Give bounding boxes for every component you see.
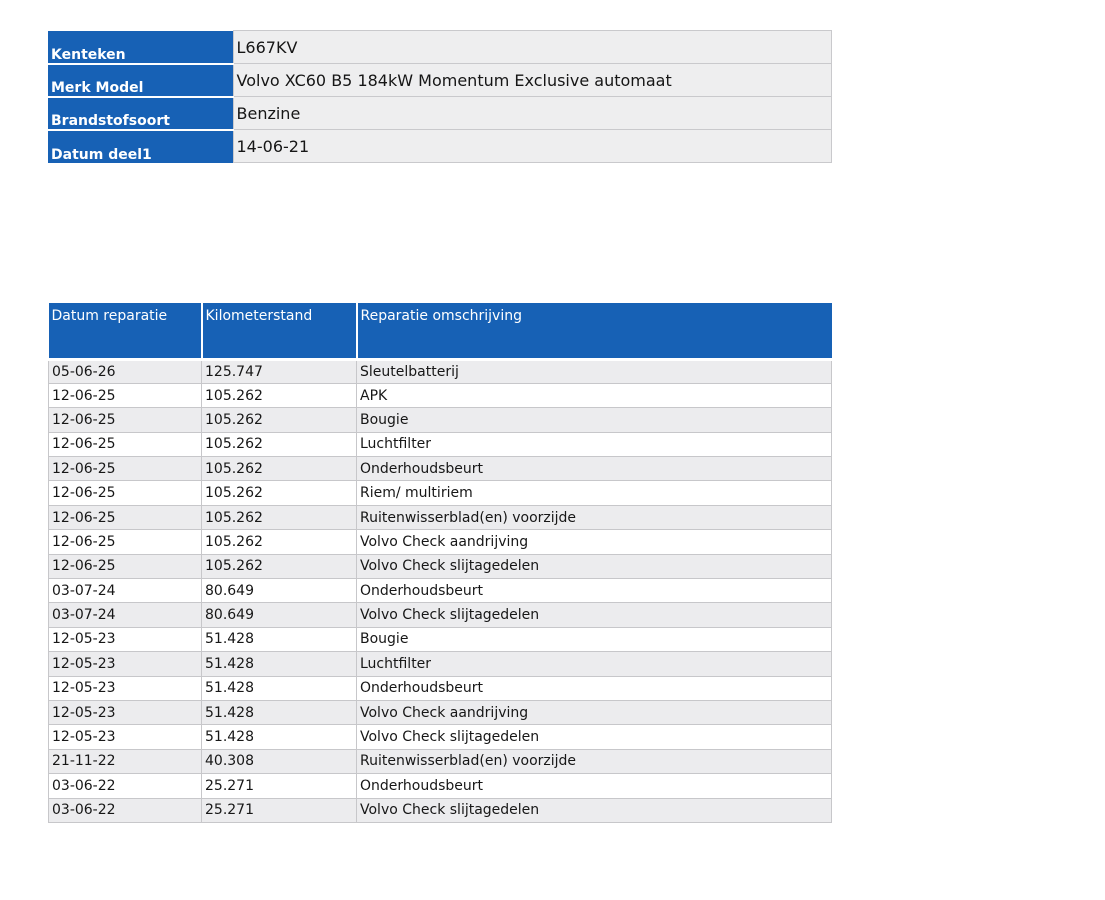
mileage-cell: 51.428 <box>202 627 357 651</box>
mileage-cell: 51.428 <box>202 676 357 700</box>
repair-description-cell: Sleutelbatterij <box>357 359 832 383</box>
repair-description-cell: Onderhoudsbeurt <box>357 457 832 481</box>
table-row <box>49 676 832 700</box>
registration-date-value: 14-06-21 <box>233 130 832 163</box>
table-row <box>49 774 832 798</box>
vehicle-info-row-date <box>48 130 832 163</box>
mileage-cell: 105.262 <box>202 505 357 529</box>
repair-description-cell: Volvo Check slijtagedelen <box>357 725 832 749</box>
make-model-value: Volvo XC60 B5 184kW Momentum Exclusive automaat <box>233 64 832 97</box>
repair-description-cell: Bougie <box>357 627 832 651</box>
fuel-type-value: Benzine <box>233 97 832 130</box>
repair-description-cell: Volvo Check slijtagedelen <box>357 798 832 822</box>
repair-header-row <box>49 303 832 359</box>
repair-date-cell: 12-05-23 <box>49 627 202 651</box>
mileage-cell: 105.262 <box>202 408 357 432</box>
repair-description-cell: Volvo Check aandrijving <box>357 530 832 554</box>
vehicle-info-row-model <box>48 64 832 97</box>
repair-description-cell: Ruitenwisserblad(en) voorzijde <box>357 505 832 529</box>
repair-date-cell: 03-06-22 <box>49 798 202 822</box>
repair-description-cell: APK <box>357 383 832 407</box>
table-row <box>49 481 832 505</box>
table-row <box>49 579 832 603</box>
repair-date-cell: 12-05-23 <box>49 725 202 749</box>
mileage-cell: 51.428 <box>202 652 357 676</box>
repair-history-table <box>48 303 832 823</box>
make-model-label: Merk Model <box>48 64 233 97</box>
table-row <box>49 383 832 407</box>
mileage-cell: 105.262 <box>202 530 357 554</box>
repair-date-cell: 12-05-23 <box>49 700 202 724</box>
fuel-type-label: Brandstofsoort <box>48 97 233 130</box>
repair-description-cell: Luchtfilter <box>357 432 832 456</box>
repair-description-cell: Volvo Check aandrijving <box>357 700 832 724</box>
column-header-description: Reparatie omschrijving <box>357 303 832 359</box>
table-row <box>49 432 832 456</box>
table-row <box>49 530 832 554</box>
mileage-cell: 105.262 <box>202 383 357 407</box>
repair-description-cell: Onderhoudsbeurt <box>357 774 832 798</box>
repair-date-cell: 05-06-26 <box>49 359 202 383</box>
table-row <box>49 457 832 481</box>
table-row <box>49 749 832 773</box>
repair-description-cell: Ruitenwisserblad(en) voorzijde <box>357 749 832 773</box>
repair-date-cell: 12-05-23 <box>49 676 202 700</box>
table-row <box>49 627 832 651</box>
mileage-cell: 105.262 <box>202 432 357 456</box>
vehicle-info-row-fuel <box>48 97 832 130</box>
mileage-cell: 125.747 <box>202 359 357 383</box>
registration-date-label: Datum deel1 <box>48 130 233 163</box>
repair-date-cell: 12-06-25 <box>49 432 202 456</box>
column-header-repair-date: Datum reparatie <box>49 303 202 359</box>
table-row <box>49 652 832 676</box>
column-header-mileage: Kilometerstand <box>202 303 357 359</box>
repair-description-cell: Volvo Check slijtagedelen <box>357 603 832 627</box>
vehicle-info-table <box>48 30 832 163</box>
mileage-cell: 80.649 <box>202 579 357 603</box>
repair-date-cell: 03-06-22 <box>49 774 202 798</box>
repair-date-cell: 12-06-25 <box>49 505 202 529</box>
repair-date-cell: 12-06-25 <box>49 554 202 578</box>
repair-date-cell: 12-06-25 <box>49 457 202 481</box>
repair-date-cell: 21-11-22 <box>49 749 202 773</box>
repair-description-cell: Onderhoudsbeurt <box>357 676 832 700</box>
repair-date-cell: 12-05-23 <box>49 652 202 676</box>
mileage-cell: 105.262 <box>202 457 357 481</box>
table-row <box>49 603 832 627</box>
license-plate-value: L667KV <box>233 31 832 64</box>
repair-date-cell: 12-06-25 <box>49 383 202 407</box>
mileage-cell: 105.262 <box>202 481 357 505</box>
repair-date-cell: 12-06-25 <box>49 481 202 505</box>
repair-date-cell: 12-06-25 <box>49 530 202 554</box>
table-row <box>49 408 832 432</box>
repair-description-cell: Riem/ multiriem <box>357 481 832 505</box>
repair-description-cell: Bougie <box>357 408 832 432</box>
mileage-cell: 105.262 <box>202 554 357 578</box>
repair-description-cell: Luchtfilter <box>357 652 832 676</box>
repair-description-cell: Volvo Check slijtagedelen <box>357 554 832 578</box>
repair-date-cell: 03-07-24 <box>49 579 202 603</box>
table-row <box>49 798 832 822</box>
repair-date-cell: 03-07-24 <box>49 603 202 627</box>
repair-history-body <box>49 359 832 822</box>
table-row <box>49 359 832 383</box>
mileage-cell: 51.428 <box>202 700 357 724</box>
mileage-cell: 51.428 <box>202 725 357 749</box>
mileage-cell: 80.649 <box>202 603 357 627</box>
table-row <box>49 505 832 529</box>
table-row <box>49 725 832 749</box>
table-row <box>49 700 832 724</box>
table-row <box>49 554 832 578</box>
mileage-cell: 25.271 <box>202 774 357 798</box>
repair-description-cell: Onderhoudsbeurt <box>357 579 832 603</box>
mileage-cell: 40.308 <box>202 749 357 773</box>
mileage-cell: 25.271 <box>202 798 357 822</box>
license-plate-label: Kenteken <box>48 31 233 64</box>
repair-date-cell: 12-06-25 <box>49 408 202 432</box>
vehicle-info-row-license <box>48 31 832 64</box>
